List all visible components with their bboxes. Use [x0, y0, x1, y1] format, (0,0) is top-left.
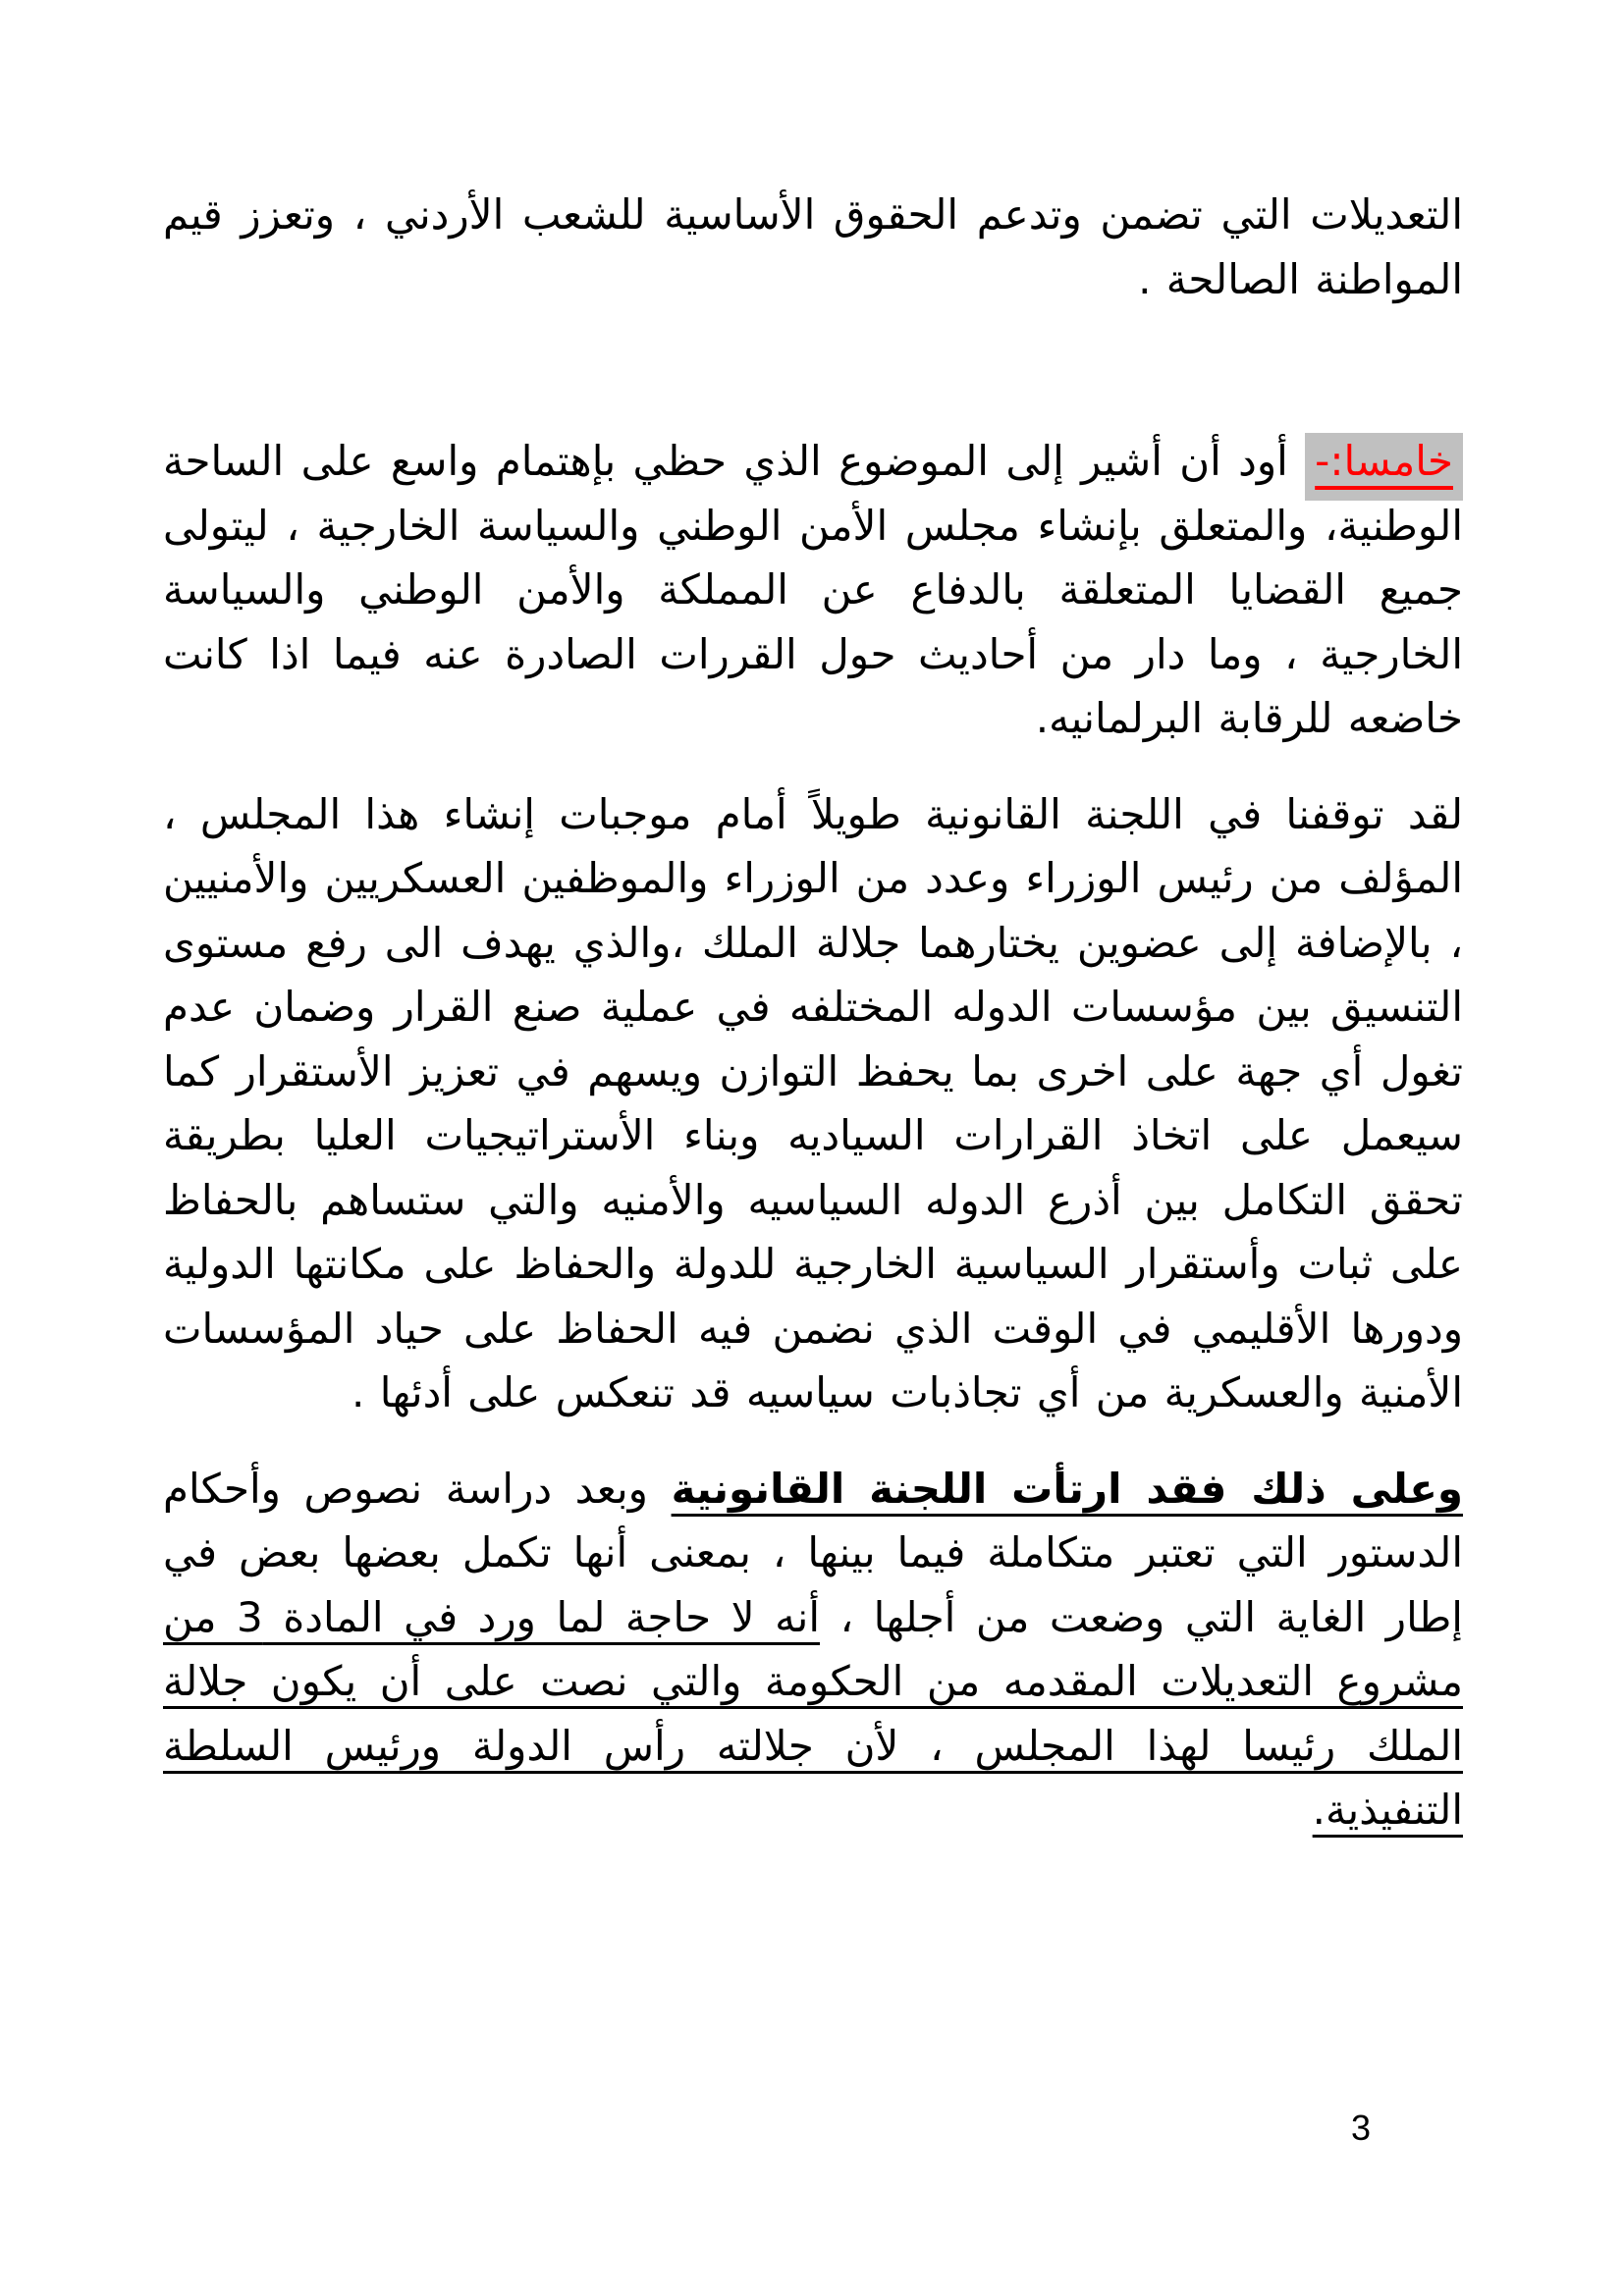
text-run-underline: أنه لا حاجة لما ورد في المادة 3 من مشروع التعديلات المقدمه من الحكومة والتي نصت على أن يكون جلالة الملك رئيسا لهذا المجلس ، لأن جلالته رأس الدولة ورئيس السلطة التنفيذية.	[163, 1592, 1463, 1835]
text-run-normal: وبعد دراسة نصوص وأحكام الدستور التي تعتبر متكاملة فيما بينها ، بمعنى أنها تكمل بعضها بعض في إطار الغاية التي وضعت من أجلها ،	[163, 1464, 1463, 1641]
text-run-bold-underline: وعلى ذلك فقد ارتأت اللجنة القانونية	[671, 1464, 1464, 1513]
text-run-red-highlight: خامسا:-	[1305, 433, 1463, 501]
paragraph-intro-amendments	[163, 183, 1463, 311]
paragraph-fifth-point-national-security-council	[163, 429, 1463, 751]
page-number: 3	[1351, 2108, 1372, 2148]
text-run-normal: لقد توقفنا في اللجنة القانونية طويلاً أمام موجبات إنشاء هذا المجلس ، المؤلف من رئيس الوزراء وعدد من الوزراء والموظفين العسكريين والأمنيين ، بالإضافة إلى عضوين يختارهما جلالة الملك ،والذي يهدف الى رفع مستوى التنسيق بين مؤسسات الدوله المختلفه في عملية صنع القرار وضمان عدم تغول أي جهة على اخرى بما يحفظ التوازن ويسهم في تعزيز الأستقرار كما سيعمل على اتخاذ القرارات السياديه وبناء الأستراتيجيات العليا بطريقة تحقق التكامل بين أذرع الدوله السياسيه والأمنيه والتي ستساهم بالحفاظ على ثبات وأستقرار السياسية الخارجية للدولة والحفاظ على مكانتها الدولية ودورها الأقليمي في الوقت الذي نضمن فيه الحفاظ على حياد المؤسسات الأمنية والعسكرية من أي تجاذبات سياسيه قد تنعكس على أدئها .	[163, 789, 1463, 1417]
text-run-normal: التعديلات التي تضمن وتدعم الحقوق الأساسية للشعب الأردني ، وتعزز قيم المواطنة الصالحة .	[163, 190, 1463, 303]
text-run-normal: أود أن أشير إلى الموضوع الذي حظي بإهتمام واسع على الساحة الوطنية، والمتعلق بإنشاء مجلس الأمن الوطني والسياسة الخارجية ، ليتولى جميع القضايا المتعلقة بالدفاع عن المملكة والأمن الوطني والسياسة الخارجية ، وما دار من أحاديث حول القررات الصادرة عنه فيما اذا كانت خاضعه للرقابة البرلمانيه.	[163, 437, 1463, 743]
paragraph-committee-deliberation-council-composition	[163, 782, 1463, 1425]
paragraph-committee-conclusion-article-3	[163, 1457, 1463, 1842]
document-body	[163, 183, 1463, 1874]
